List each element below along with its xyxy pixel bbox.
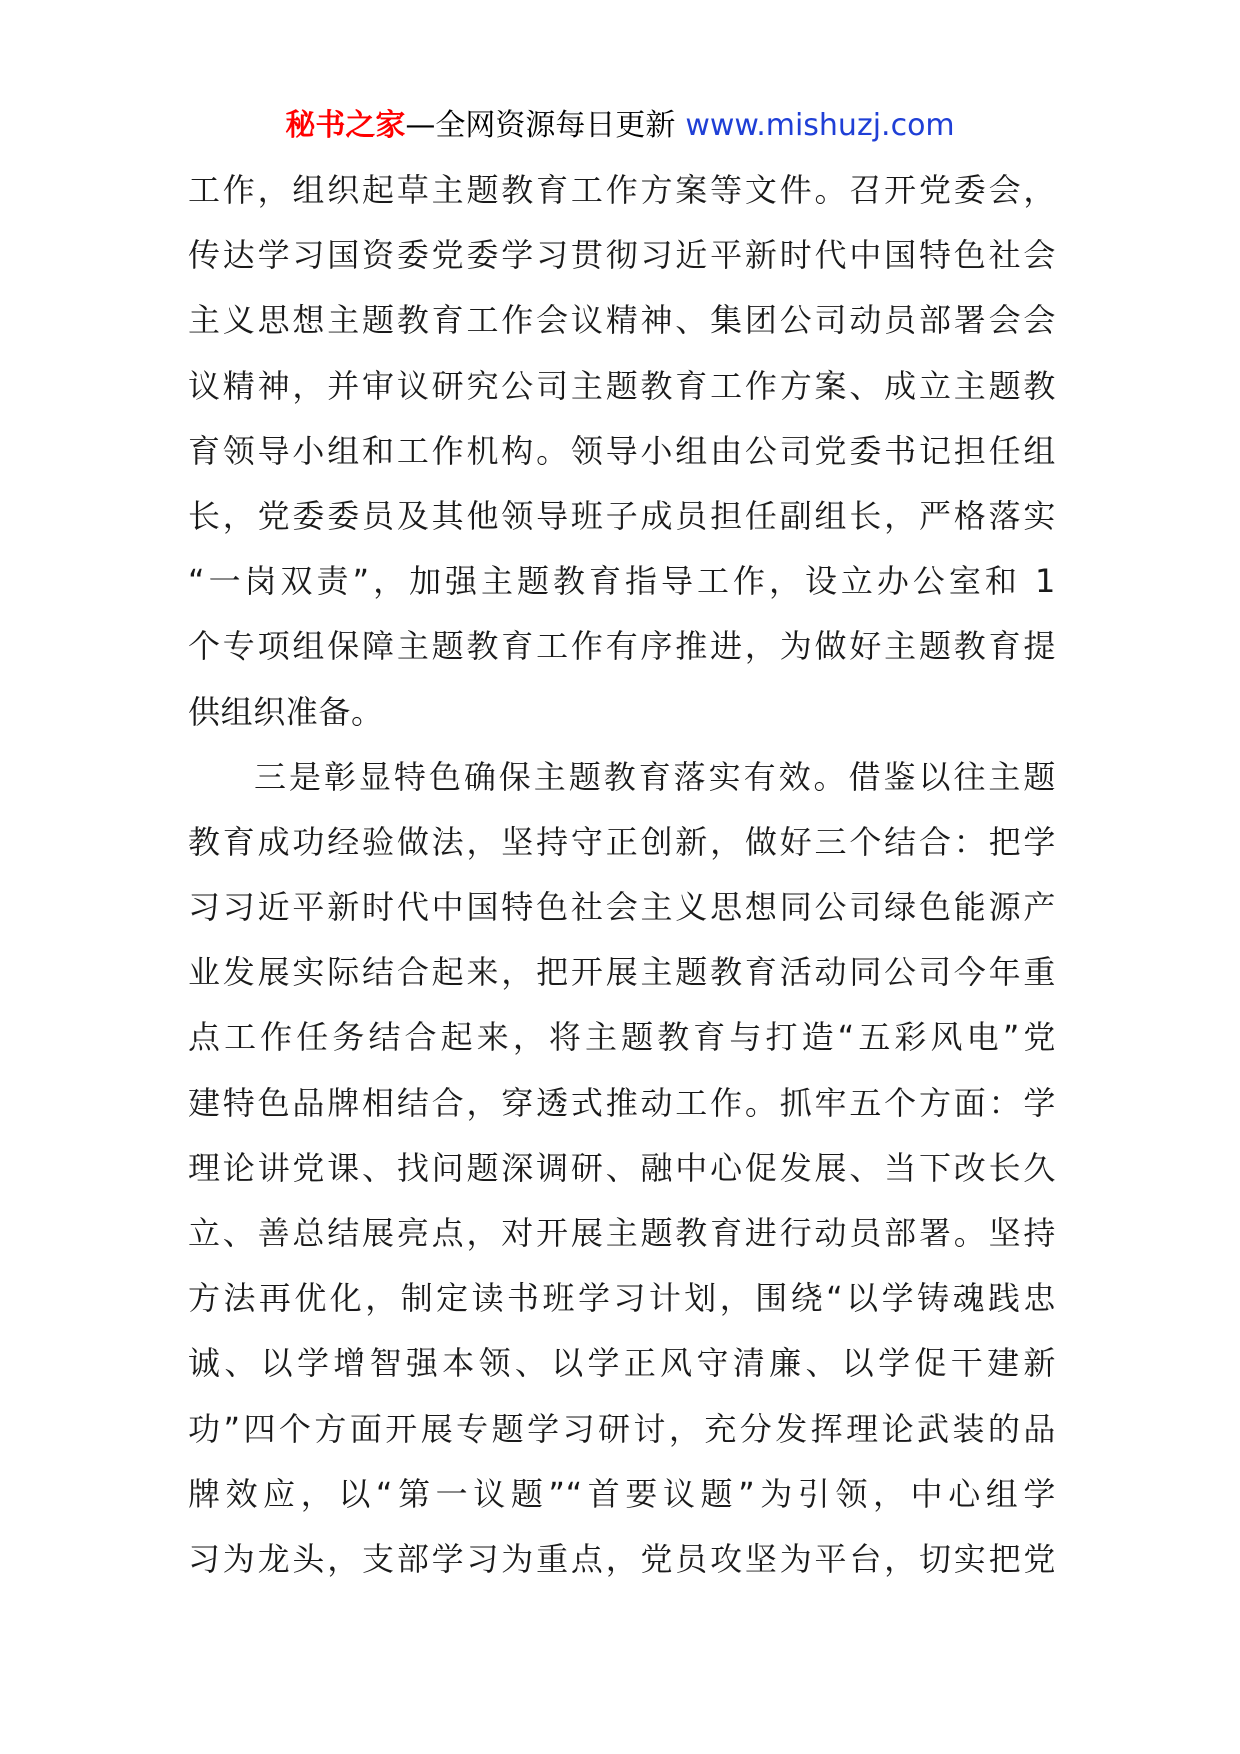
text-line: 方法再优化，制定读书班学习计划，围绕“以学铸魂践忠 [188, 1279, 1056, 1318]
text-line: 点工作任务结合起来，将主题教育与打造“五彩风电”党 [188, 1018, 1056, 1057]
text-line: 建特色品牌相结合，穿透式推动工作。抓牢五个方面：学 [188, 1083, 1056, 1122]
text-line: 理论讲党课、找问题深调研、融中心促发展、当下改长久 [188, 1148, 1056, 1187]
text-line: 议精神，并审议研究公司主题教育工作方案、成立主题教 [188, 366, 1056, 405]
website-link[interactable]: www.mishuzj.com [685, 108, 955, 143]
text-line: 传达学习国资委党委学习贯彻习近平新时代中国特色社会 [188, 236, 1056, 275]
text-line: 习习近平新时代中国特色社会主义思想同公司绿色能源产 [188, 888, 1056, 927]
text-line: 育领导小组和工作机构。领导小组由公司党委书记担任组 [188, 431, 1056, 470]
header-dash: — [405, 108, 436, 143]
brand-name: 秘书之家 [285, 108, 406, 143]
document-body [188, 158, 1056, 1592]
text-line: 个专项组保障主题教育工作有序推进，为做好主题教育提 [188, 627, 1056, 666]
text-line: 长，党委委员及其他领导班子成员担任副组长，严格落实 [188, 496, 1056, 535]
text-line: 供组织准备。 [188, 692, 384, 731]
text-line: 业发展实际结合起来，把开展主题教育活动同公司今年重 [188, 953, 1056, 992]
text-line: 牌效应，以“第一议题”“首要议题”为引领，中心组学 [188, 1474, 1056, 1513]
paragraph-first-line: 三是彰显特色确保主题教育落实有效。借鉴以往主题 [254, 757, 1056, 796]
text-line: 教育成功经验做法，坚持守正创新，做好三个结合：把学 [188, 822, 1056, 861]
text-line: 主义思想主题教育工作会议精神、集团公司动员部署会会 [188, 301, 1056, 340]
text-line: 诚、以学增智强本领、以学正风守清廉、以学促干建新 [188, 1344, 1056, 1383]
text-line: 立、善总结展亮点，对开展主题教育进行动员部署。坚持 [188, 1214, 1056, 1252]
header-slogan: 全网资源每日更新 [435, 108, 676, 143]
text-line: 功”四个方面开展专题学习研讨，充分发挥理论武装的品 [188, 1409, 1056, 1448]
page-header [0, 104, 1240, 148]
text-line: 习为龙头，支部学习为重点，党员攻坚为平台，切实把党 [188, 1539, 1056, 1578]
text-line: 工作，组织起草主题教育工作方案等文件。召开党委会， [188, 171, 1056, 209]
text-line: “一岗双责”，加强主题教育指导工作，设立办公室和 1 [188, 562, 1056, 601]
